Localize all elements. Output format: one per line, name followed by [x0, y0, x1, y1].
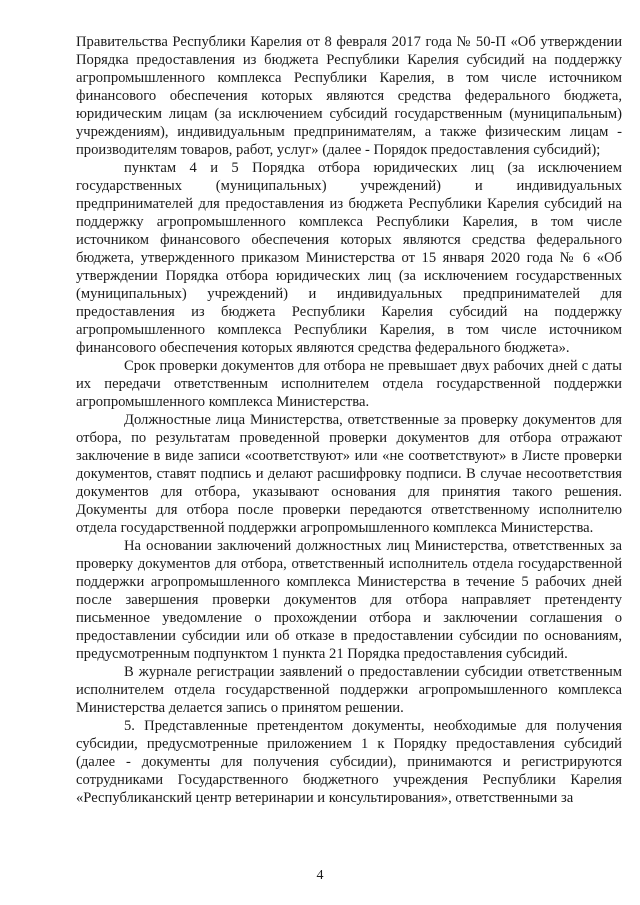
- paragraph-officials-review: Должностные лица Министерства, ответственные за проверку документов для отбора, по результатам проведенной проверки документов для отбора отражают заключение в виде записи «соответствуют» или «не соответствуют» в Листе проверки документов, ставят подпись и делают расшифровку подписи. В случае несоответствия документов для отбора, указывают основания для принятия такого решения. Документы для отбора после проверки передаются ответственному исполнителю отдела государственной поддержки агропромышленного комплекса Министерства.: [76, 412, 622, 536]
- paragraph-decree-reference: Правительства Республики Карелия от 8 февраля 2017 года № 50-П «Об утверждении Порядка предоставления из бюджета Республики Карелия субсидий на поддержку агропромышленного комплекса Республики Карелия, в том числе источником финансового обеспечения которых являются средства федерального бюджета, юридическим лицам (за исключением субсидий государственным (муниципальным) учреждениям), индивидуальным предпринимателям, а также физическим лицам - производителям товаров, работ, услуг» (далее - Порядок предоставления субсидий);: [76, 34, 622, 158]
- paragraph-journal-record: В журнале регистрации заявлений о предоставлении субсидии ответственным исполнителем отдела государственной поддержки агропромышленного комплекса Министерства делается запись о принятом решении.: [76, 664, 622, 716]
- document-body: [76, 33, 622, 807]
- paragraph-selection-procedure: пунктам 4 и 5 Порядка отбора юридических лиц (за исключением государственных (муниципальных) учреждений) и индивидуальных предпринимателей для предоставления из бюджета Республики Карелия субсидий на поддержку агропромышленного комплекса Республики Карелия, в том числе источником финансового обеспечения которых являются средства федерального бюджета, утвержденного приказом Министерства от 15 января 2020 года № 6 «Об утверждении Порядка отбора юридических лиц (за исключением государственных (муниципальных) учреждений) и индивидуальных предпринимателей для предоставления из бюджета Республики Карелия субсидий на поддержку агропромышленного комплекса Республики Карелия, в том числе источником финансового обеспечения которых являются средства федерального бюджета».: [76, 160, 622, 356]
- page-number: 4: [316, 868, 324, 883]
- paragraph-review-term: Срок проверки документов для отбора не превышает двух рабочих дней с даты их передачи ответственным исполнителем отдела государственной поддержки агропромышленного комплекса Министерства.: [76, 358, 622, 410]
- paragraph-item-5: 5. Представленные претендентом документы, необходимые для получения субсидии, предусмотренные приложением 1 к Порядку предоставления субсидий (далее - документы для получения субсидии), принимаются и регистрируются сотрудниками Государственного бюджетного учреждения Республики Карелия «Республиканский центр ветеринарии и консультирования», ответственными за: [76, 718, 622, 806]
- paragraph-notification: На основании заключений должностных лиц Министерства, ответственных за проверку документов для отбора, ответственный исполнитель отдела государственной поддержки агропромышленного комплекса Министерства в течение 5 рабочих дней после завершения проверки документов для отбора направляет претенденту письменное уведомление о прохождении отбора и заключении соглашения о предоставлении субсидии или об отказе в предоставлении субсидии по основаниям, предусмотренным подпунктом 1 пункта 21 Порядка предоставления субсидий.: [76, 538, 622, 662]
